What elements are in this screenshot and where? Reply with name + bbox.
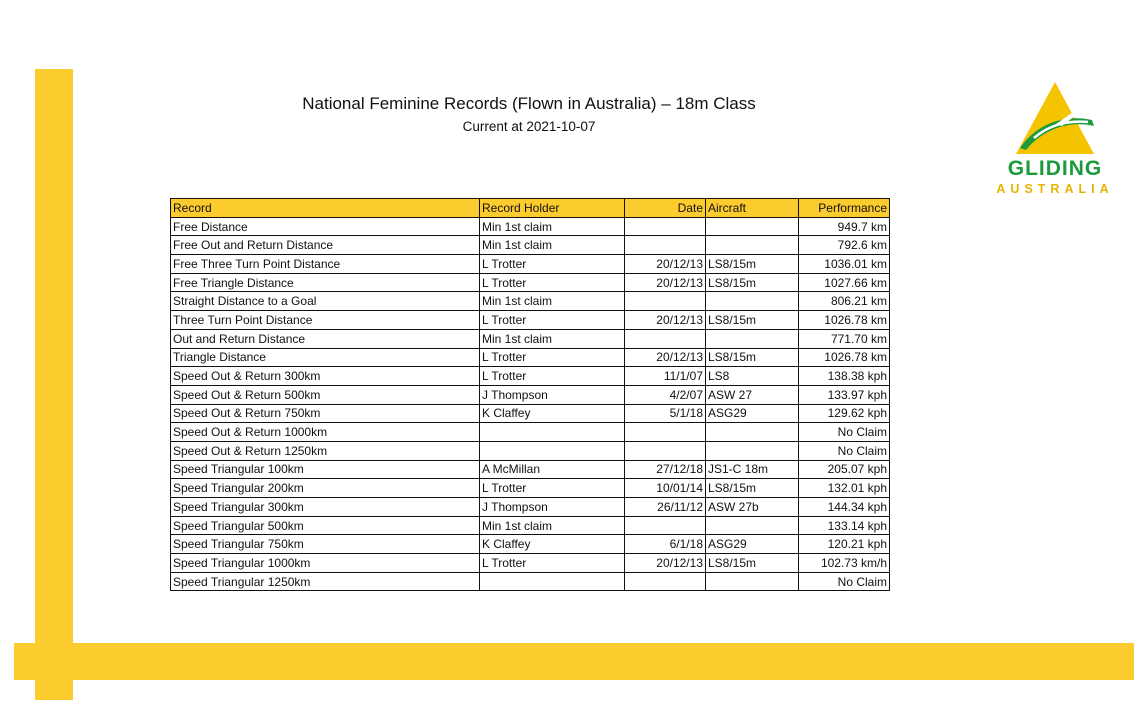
performance-cell: 806.21 km [799, 292, 890, 311]
record-cell: Speed Triangular 1250km [171, 572, 480, 591]
aircraft-cell: ASW 27b [706, 498, 799, 517]
table-row [171, 460, 890, 479]
record-cell: Speed Out & Return 500km [171, 385, 480, 404]
aircraft-cell: LS8/15m [706, 273, 799, 292]
record-holder-cell [480, 423, 625, 442]
date-cell: 5/1/18 [625, 404, 706, 423]
performance-cell: 1026.78 km [799, 348, 890, 367]
date-cell [625, 329, 706, 348]
column-header-date: Date [625, 199, 706, 218]
column-header-record: Record [171, 199, 480, 218]
aircraft-cell: ASG29 [706, 404, 799, 423]
aircraft-cell [706, 292, 799, 311]
record-holder-cell: L Trotter [480, 479, 625, 498]
record-cell: Speed Out & Return 300km [171, 367, 480, 386]
table-row [171, 554, 890, 573]
table-row [171, 255, 890, 274]
record-cell: Straight Distance to a Goal [171, 292, 480, 311]
table-row [171, 441, 890, 460]
aircraft-cell: LS8/15m [706, 479, 799, 498]
table-row [171, 217, 890, 236]
date-cell [625, 236, 706, 255]
page-subtitle: Current at 2021-10-07 [462, 119, 596, 134]
record-cell: Speed Triangular 1000km [171, 554, 480, 573]
date-cell: 20/12/13 [625, 311, 706, 330]
date-cell: 26/11/12 [625, 498, 706, 517]
performance-cell: 1026.78 km [799, 311, 890, 330]
record-holder-cell: L Trotter [480, 367, 625, 386]
logo-word-australia: AUSTRALIA [996, 182, 1114, 196]
aircraft-cell: LS8/15m [706, 311, 799, 330]
table-row [171, 479, 890, 498]
record-holder-cell: L Trotter [480, 273, 625, 292]
performance-cell: No Claim [799, 423, 890, 442]
date-cell: 11/1/07 [625, 367, 706, 386]
record-cell: Speed Out & Return 1250km [171, 441, 480, 460]
record-cell: Three Turn Point Distance [171, 311, 480, 330]
date-cell: 20/12/13 [625, 273, 706, 292]
record-holder-cell: K Claffey [480, 535, 625, 554]
date-cell [625, 516, 706, 535]
record-cell: Speed Triangular 100km [171, 460, 480, 479]
table-row [171, 498, 890, 517]
aircraft-cell [706, 329, 799, 348]
decorative-horizontal-bar [14, 643, 1134, 680]
column-header-record-holder: Record Holder [480, 199, 625, 218]
aircraft-cell: LS8/15m [706, 554, 799, 573]
table-row [171, 236, 890, 255]
table-row [171, 516, 890, 535]
date-cell: 20/12/13 [625, 255, 706, 274]
aircraft-cell [706, 516, 799, 535]
table-row [171, 273, 890, 292]
table-row [171, 404, 890, 423]
date-cell: 27/12/18 [625, 460, 706, 479]
performance-cell: 120.21 kph [799, 535, 890, 554]
date-cell [625, 217, 706, 236]
table-row [171, 329, 890, 348]
performance-cell: No Claim [799, 572, 890, 591]
record-cell: Speed Out & Return 1000km [171, 423, 480, 442]
record-cell: Free Out and Return Distance [171, 236, 480, 255]
record-cell: Speed Triangular 750km [171, 535, 480, 554]
column-header-performance: Performance [799, 199, 890, 218]
date-cell [625, 292, 706, 311]
performance-cell: 949.7 km [799, 217, 890, 236]
record-cell: Out and Return Distance [171, 329, 480, 348]
date-cell [625, 572, 706, 591]
date-cell [625, 423, 706, 442]
aircraft-cell [706, 217, 799, 236]
table-row [171, 292, 890, 311]
column-header-aircraft: Aircraft [706, 199, 799, 218]
record-holder-cell: Min 1st claim [480, 329, 625, 348]
table-row [171, 572, 890, 591]
record-cell: Triangle Distance [171, 348, 480, 367]
record-holder-cell: K Claffey [480, 404, 625, 423]
date-cell: 20/12/13 [625, 554, 706, 573]
record-holder-cell: L Trotter [480, 255, 625, 274]
performance-cell: 1036.01 km [799, 255, 890, 274]
performance-cell: 771.70 km [799, 329, 890, 348]
record-cell: Free Triangle Distance [171, 273, 480, 292]
performance-cell: 205.07 kph [799, 460, 890, 479]
gliding-australia-logo [990, 80, 1120, 198]
record-holder-cell: Min 1st claim [480, 236, 625, 255]
record-holder-cell: Min 1st claim [480, 292, 625, 311]
table-row [171, 311, 890, 330]
record-cell: Speed Triangular 200km [171, 479, 480, 498]
performance-cell: 132.01 kph [799, 479, 890, 498]
record-cell: Speed Triangular 500km [171, 516, 480, 535]
record-holder-cell: J Thompson [480, 498, 625, 517]
performance-cell: 133.97 kph [799, 385, 890, 404]
table-row [171, 423, 890, 442]
performance-cell: 1027.66 km [799, 273, 890, 292]
record-holder-cell: L Trotter [480, 348, 625, 367]
record-cell: Free Distance [171, 217, 480, 236]
record-holder-cell: Min 1st claim [480, 217, 625, 236]
date-cell: 10/01/14 [625, 479, 706, 498]
date-cell: 4/2/07 [625, 385, 706, 404]
glider-triangle-icon [1014, 80, 1096, 156]
aircraft-cell [706, 423, 799, 442]
record-holder-cell: L Trotter [480, 554, 625, 573]
performance-cell: 144.34 kph [799, 498, 890, 517]
aircraft-cell: LS8/15m [706, 255, 799, 274]
aircraft-cell: ASW 27 [706, 385, 799, 404]
record-cell: Free Three Turn Point Distance [171, 255, 480, 274]
record-holder-cell [480, 441, 625, 460]
record-cell: Speed Triangular 300km [171, 498, 480, 517]
aircraft-cell [706, 236, 799, 255]
table-row [171, 367, 890, 386]
aircraft-cell: ASG29 [706, 535, 799, 554]
aircraft-cell [706, 441, 799, 460]
performance-cell: 129.62 kph [799, 404, 890, 423]
records-table-body [171, 217, 890, 591]
performance-cell: 138.38 kph [799, 367, 890, 386]
aircraft-cell: JS1-C 18m [706, 460, 799, 479]
table-header-row [171, 199, 890, 218]
page-title: National Feminine Records (Flown in Australia) – 18m Class [302, 94, 756, 113]
records-table [170, 198, 890, 591]
aircraft-cell [706, 572, 799, 591]
record-holder-cell: J Thompson [480, 385, 625, 404]
logo-word-gliding: GLIDING [1007, 157, 1103, 180]
record-holder-cell: A McMillan [480, 460, 625, 479]
record-cell: Speed Out & Return 750km [171, 404, 480, 423]
date-cell [625, 441, 706, 460]
date-cell: 20/12/13 [625, 348, 706, 367]
performance-cell: 102.73 km/h [799, 554, 890, 573]
performance-cell: No Claim [799, 441, 890, 460]
record-holder-cell [480, 572, 625, 591]
date-cell: 6/1/18 [625, 535, 706, 554]
performance-cell: 133.14 kph [799, 516, 890, 535]
aircraft-cell: LS8/15m [706, 348, 799, 367]
table-row [171, 535, 890, 554]
record-holder-cell: L Trotter [480, 311, 625, 330]
decorative-vertical-bar [35, 69, 73, 700]
record-holder-cell: Min 1st claim [480, 516, 625, 535]
performance-cell: 792.6 km [799, 236, 890, 255]
aircraft-cell: LS8 [706, 367, 799, 386]
table-row [171, 348, 890, 367]
table-row [171, 385, 890, 404]
